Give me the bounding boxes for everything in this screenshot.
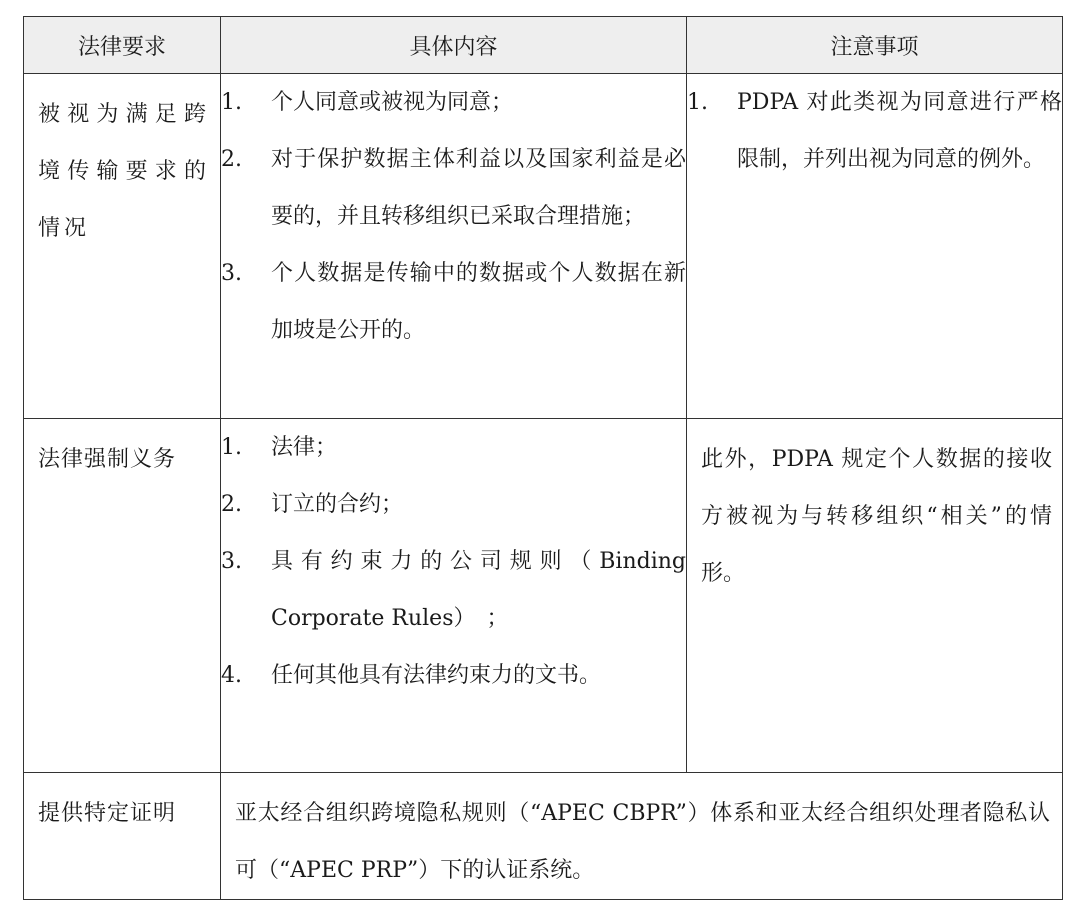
item-number: 1.	[221, 435, 242, 460]
item-number: 2.	[221, 147, 242, 172]
notes-cell	[687, 74, 1063, 419]
item-number: 2.	[221, 492, 242, 517]
item-text: 具有约束力的公司规则（Binding Corporate Rules） ；	[271, 549, 686, 631]
list-item	[221, 476, 686, 533]
table-row	[24, 419, 1063, 773]
content-list	[221, 74, 686, 359]
item-text: 订立的合约；	[271, 492, 404, 517]
table-header-row	[24, 17, 1063, 74]
table-row	[24, 74, 1063, 419]
table-row	[24, 773, 1063, 900]
notes-list	[687, 74, 1062, 188]
content-text: 亚太经合组织跨境隐私规则（“APEC CBPR”）体系和亚太经合组织处理者隐私认可（“APEC PRP”）下的认证系统。	[235, 801, 1050, 883]
header-notes: 注意事项	[687, 17, 1063, 74]
item-text: 个人同意或被视为同意；	[271, 90, 514, 115]
item-number: 4.	[221, 663, 242, 688]
item-number: 1.	[221, 90, 242, 115]
item-number: 3.	[221, 549, 242, 574]
list-item	[221, 131, 686, 245]
requirement-label: 提供特定证明	[38, 801, 177, 826]
list-item	[221, 419, 686, 476]
notes-cell	[687, 419, 1063, 773]
content-cell	[221, 74, 687, 419]
requirement-label: 被视为满足跨境传输要求的情况	[38, 102, 210, 241]
content-cell	[221, 419, 687, 773]
item-text: PDPA 对此类视为同意进行严格限制，并列出视为同意的例外。	[737, 90, 1062, 172]
content-list	[221, 419, 686, 704]
list-item	[221, 647, 686, 704]
header-content: 具体内容	[221, 17, 687, 74]
item-text: 个人数据是传输中的数据或个人数据在新加坡是公开的。	[271, 261, 686, 343]
list-item	[221, 533, 686, 647]
requirement-cell	[24, 419, 221, 773]
item-text: 对于保护数据主体利益以及国家利益是必要的，并且转移组织已采取合理措施；	[271, 147, 686, 229]
requirement-label: 法律强制义务	[38, 447, 177, 472]
list-item	[221, 245, 686, 359]
item-text: 法律；	[271, 435, 338, 460]
item-text: 任何其他具有法律约束力的文书。	[271, 663, 602, 688]
content-cell-merged	[221, 773, 1063, 900]
legal-requirements-table	[23, 16, 1063, 900]
list-item	[221, 74, 686, 131]
header-requirement: 法律要求	[24, 17, 221, 74]
list-item	[687, 74, 1062, 188]
item-number: 3.	[221, 261, 242, 286]
notes-text: 此外，PDPA 规定个人数据的接收方被视为与转移组织“相关”的情形。	[701, 447, 1052, 586]
requirement-cell	[24, 74, 221, 419]
requirement-cell	[24, 773, 221, 900]
item-number: 1.	[687, 90, 708, 115]
